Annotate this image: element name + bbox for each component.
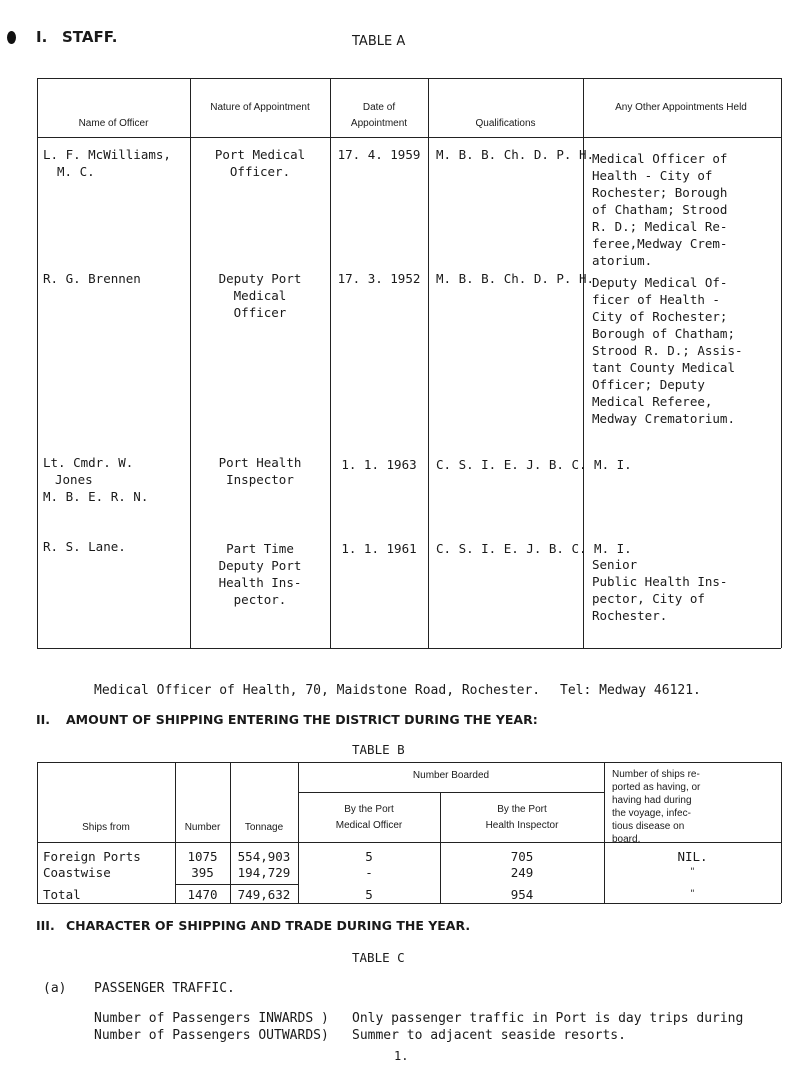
section-2-number: II. bbox=[36, 712, 51, 727]
header-name-of-officer: Name of Officer bbox=[78, 118, 149, 129]
header-ships-from: Ships from bbox=[82, 822, 130, 833]
address-line: Medical Officer of Health, 70, Maidstone Road, Rochester. bbox=[94, 683, 541, 698]
header-number-boarded: Number Boarded bbox=[412, 770, 490, 781]
subsection-a-heading: PASSENGER TRAFFIC. bbox=[94, 981, 235, 996]
header-by-port-medical-officer: By the Port Medical Officer bbox=[335, 804, 403, 831]
section-3-number: III. bbox=[36, 918, 55, 933]
table-row: R. G. Brennen bbox=[43, 271, 141, 286]
telephone: Tel: Medway 46121. bbox=[560, 683, 701, 698]
passenger-note: Only passenger traffic in Port is day trips during Summer to adjacent seaside resorts. bbox=[352, 1011, 744, 1043]
subsection-a-number: (a) bbox=[43, 981, 67, 996]
header-date-of-appointment: Date of Appointment bbox=[350, 102, 408, 129]
table-b-title: TABLE B bbox=[352, 742, 405, 757]
section-1-heading: STAFF. bbox=[62, 28, 118, 46]
table-c-title: TABLE C bbox=[352, 950, 405, 965]
section-3-heading: CHARACTER OF SHIPPING AND TRADE DURING THE YEAR. bbox=[66, 918, 471, 933]
section-2-heading: AMOUNT OF SHIPPING ENTERING THE DISTRICT DURING THE YEAR: bbox=[66, 712, 538, 727]
passenger-labels: Number of Passengers INWARDS ) Number of Passengers OUTWARDS) bbox=[94, 1011, 329, 1043]
table-row: L. F. McWilliams, M. C. bbox=[43, 147, 171, 179]
page-number: 1. bbox=[394, 1049, 409, 1063]
header-by-port-health-inspector: By the Port Health Inspector bbox=[485, 804, 559, 831]
header-tonnage: Tonnage bbox=[244, 822, 284, 833]
header-infectious-disease: Number of ships re- ported as having, or having had during the voyage, infec- tious disease on board. bbox=[612, 769, 701, 845]
table-row: Lt. Cmdr. W. Jones M. B. E. R. N. bbox=[43, 455, 149, 504]
header-other-appointments: Any Other Appointments Held bbox=[615, 102, 747, 113]
table-row: R. S. Lane. bbox=[43, 539, 126, 554]
header-number: Number bbox=[184, 822, 221, 833]
margin-bullet bbox=[7, 31, 16, 44]
section-1-number: I. bbox=[36, 28, 48, 46]
header-qualifications: Qualifications bbox=[475, 118, 536, 129]
header-nature-of-appointment: Nature of Appointment bbox=[210, 102, 310, 113]
table-a-title: TABLE A bbox=[352, 34, 406, 49]
